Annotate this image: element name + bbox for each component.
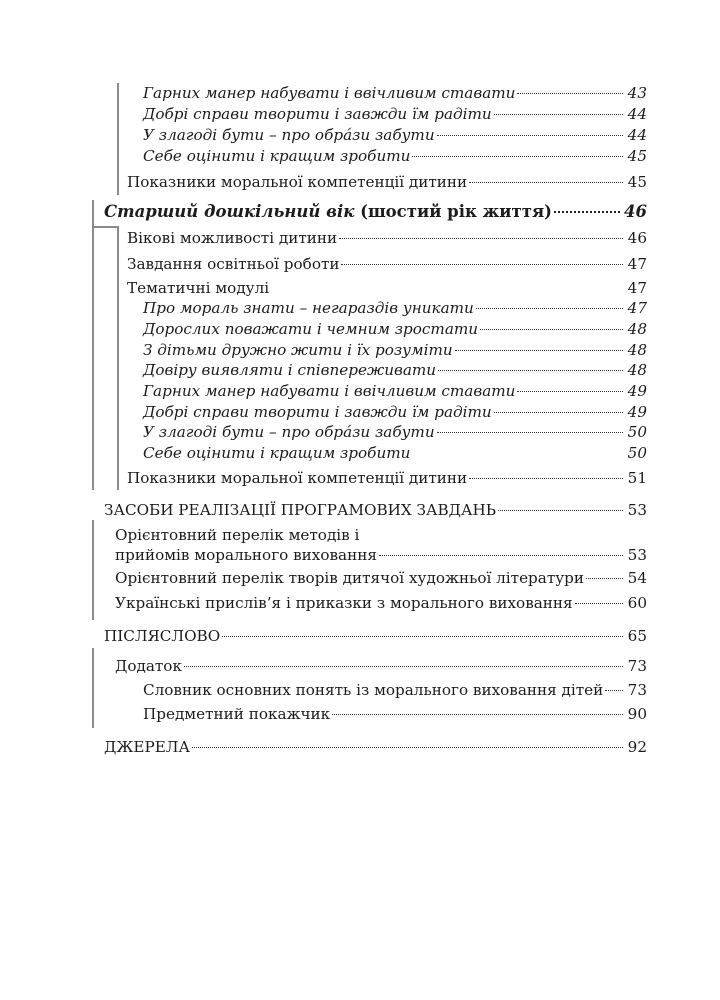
toc-entry-title: Дорослих поважати і чемним зростати (143, 320, 479, 338)
toc-entry[interactable] (115, 656, 647, 676)
toc-entry[interactable] (127, 468, 647, 488)
toc-entry[interactable] (143, 125, 647, 145)
left-rule (92, 200, 94, 490)
section-divider (92, 226, 118, 228)
toc-entry-title: Вікові можливості дитини (127, 229, 338, 247)
toc-entry[interactable] (143, 704, 647, 724)
dot-leader (271, 288, 623, 289)
toc-entry-page: 54 (627, 569, 647, 587)
toc-entry-title: Додаток (115, 657, 182, 675)
dot-leader (517, 93, 623, 94)
dot-leader (412, 453, 623, 454)
heading-paren: (шостий рік життя) (360, 202, 552, 221)
toc-entry[interactable] (143, 402, 647, 422)
toc-entry-title: Про мораль знати – негараздів уникати (143, 299, 474, 317)
dot-leader (517, 391, 623, 392)
toc-entry[interactable] (143, 381, 647, 401)
toc-entry-page: 45 (627, 147, 647, 165)
toc-entry-page: 48 (627, 341, 647, 359)
dot-leader (554, 211, 620, 213)
toc-entry-page: 47 (627, 255, 647, 273)
toc-entry-title: З дітьми дружно жити і їх розуміти (143, 341, 453, 359)
toc-heading-title (104, 202, 552, 222)
toc-entry-title: У злагоді бути – про обрáзи забути (143, 126, 435, 144)
dot-leader (575, 603, 623, 604)
toc-entry-title: Себе оцінити і кращим зробити (143, 147, 411, 165)
toc-entry-page: 92 (627, 738, 647, 756)
dot-leader (184, 666, 623, 667)
toc-entry-page: 47 (627, 299, 647, 317)
dot-leader (586, 578, 623, 579)
dot-leader (494, 114, 623, 115)
toc-entry-page: 50 (627, 423, 647, 441)
toc-entry-title: Українські прислів’я і приказки з морального виховання (115, 594, 573, 612)
dot-leader (437, 432, 623, 433)
toc-entry-page: 73 (627, 681, 647, 699)
dot-leader (412, 156, 623, 157)
toc-entry-page: 48 (627, 320, 647, 338)
toc-entry[interactable] (104, 626, 647, 646)
toc-entry-line (115, 545, 647, 565)
toc-entry-title: Орієнтовний перелік творів дитячої художньої літератури (115, 569, 585, 587)
toc-entry-title: Показники моральної компетенції дитини (127, 469, 468, 487)
toc-entry-title: Тематичні модулі (127, 279, 270, 297)
toc-entry-title: Довіру виявляти і співпереживати (143, 361, 437, 379)
toc-entry[interactable] (143, 319, 647, 339)
toc-entry-page: 46 (624, 202, 647, 221)
toc-entry[interactable] (143, 422, 647, 442)
dot-leader (438, 370, 623, 371)
toc-entry-page: 60 (627, 594, 647, 612)
left-rule (117, 226, 119, 490)
toc-entry[interactable] (115, 593, 647, 613)
left-rule (117, 83, 119, 195)
dot-leader (469, 478, 623, 479)
toc-entry-page: 46 (627, 229, 647, 247)
toc-entry-title: ПІСЛЯСЛОВО (104, 627, 221, 645)
toc-entry[interactable] (127, 228, 647, 248)
toc-entry-page: 43 (627, 84, 647, 102)
toc-entry-title: прийомів морального виховання (115, 546, 377, 564)
dot-leader (494, 412, 623, 413)
dot-leader (341, 264, 623, 265)
toc-section-heading[interactable] (104, 202, 647, 222)
left-rule (92, 648, 94, 728)
toc-entry-page: 53 (627, 546, 647, 564)
toc-entry[interactable] (104, 500, 647, 520)
dot-leader (476, 308, 623, 309)
toc-entry[interactable] (127, 278, 647, 298)
dot-leader (498, 510, 623, 511)
toc-entry-title: Добрі справи творити і завжди їм радіти (143, 403, 492, 421)
toc-entry-title: Предметний покажчик (143, 705, 331, 723)
toc-entry[interactable] (143, 298, 647, 318)
toc-entry-page: 45 (627, 173, 647, 191)
toc-entry[interactable] (127, 172, 647, 192)
toc-entry-title: ЗАСОБИ РЕАЛІЗАЦІЇ ПРОГРАМОВИХ ЗАВДАНЬ (104, 501, 496, 519)
toc-entry-title: Гарних манер набувати і ввічливим ставати (143, 84, 516, 102)
dot-leader (339, 238, 623, 239)
dot-leader (437, 135, 623, 136)
toc-entry-title: Завдання освітньої роботи (127, 255, 340, 273)
toc-entry[interactable] (143, 340, 647, 360)
toc-entry-page: 49 (627, 382, 647, 400)
toc-entry-title: Словник основних понять із морального виховання дітей (143, 681, 604, 699)
toc-entry[interactable] (104, 737, 647, 757)
toc-entry-title: Добрі справи творити і завжди їм радіти (143, 105, 492, 123)
toc-entry-title: У злагоді бути – про обрáзи забути (143, 423, 435, 441)
dot-leader (469, 182, 623, 183)
heading-main: Старший дошкільний вік (104, 202, 355, 221)
toc-entry[interactable] (143, 104, 647, 124)
toc-entry-page: 53 (627, 501, 647, 519)
toc-entry-page: 48 (627, 361, 647, 379)
toc-entry[interactable] (127, 254, 647, 274)
toc-entry-page: 44 (627, 126, 647, 144)
toc-entry-title: Орієнтовний перелік методів і (115, 526, 360, 544)
toc-entry-page: 49 (627, 403, 647, 421)
dot-leader (480, 329, 623, 330)
left-rule (92, 520, 94, 620)
toc-entry-title: Себе оцінити і кращим зробити (143, 444, 411, 462)
toc-entry[interactable] (115, 568, 647, 588)
toc-entry-title: Гарних манер набувати і ввічливим ставати (143, 382, 516, 400)
toc-entry-title: ДЖЕРЕЛА (104, 738, 190, 756)
dot-leader (222, 636, 623, 637)
toc-entry-line (115, 525, 647, 545)
dot-leader (455, 350, 623, 351)
toc-entry[interactable] (143, 443, 647, 463)
toc-entry[interactable] (143, 360, 647, 380)
toc-entry-page: 51 (627, 469, 647, 487)
toc-entry-page: 44 (627, 105, 647, 123)
toc-entry-multiline[interactable] (115, 525, 647, 565)
dot-leader (332, 714, 623, 715)
dot-leader (379, 555, 623, 556)
dot-leader (605, 690, 623, 691)
toc-entry-page: 50 (627, 444, 647, 462)
toc-entry[interactable] (143, 146, 647, 166)
toc-entry-page: 90 (627, 705, 647, 723)
toc-entry-page: 65 (627, 627, 647, 645)
toc-entry-title: Показники моральної компетенції дитини (127, 173, 468, 191)
toc-entry-page: 73 (627, 657, 647, 675)
toc-entry[interactable] (143, 680, 647, 700)
dot-leader (192, 747, 623, 748)
toc-entry[interactable] (143, 83, 647, 103)
toc-entry-page: 47 (627, 279, 647, 297)
